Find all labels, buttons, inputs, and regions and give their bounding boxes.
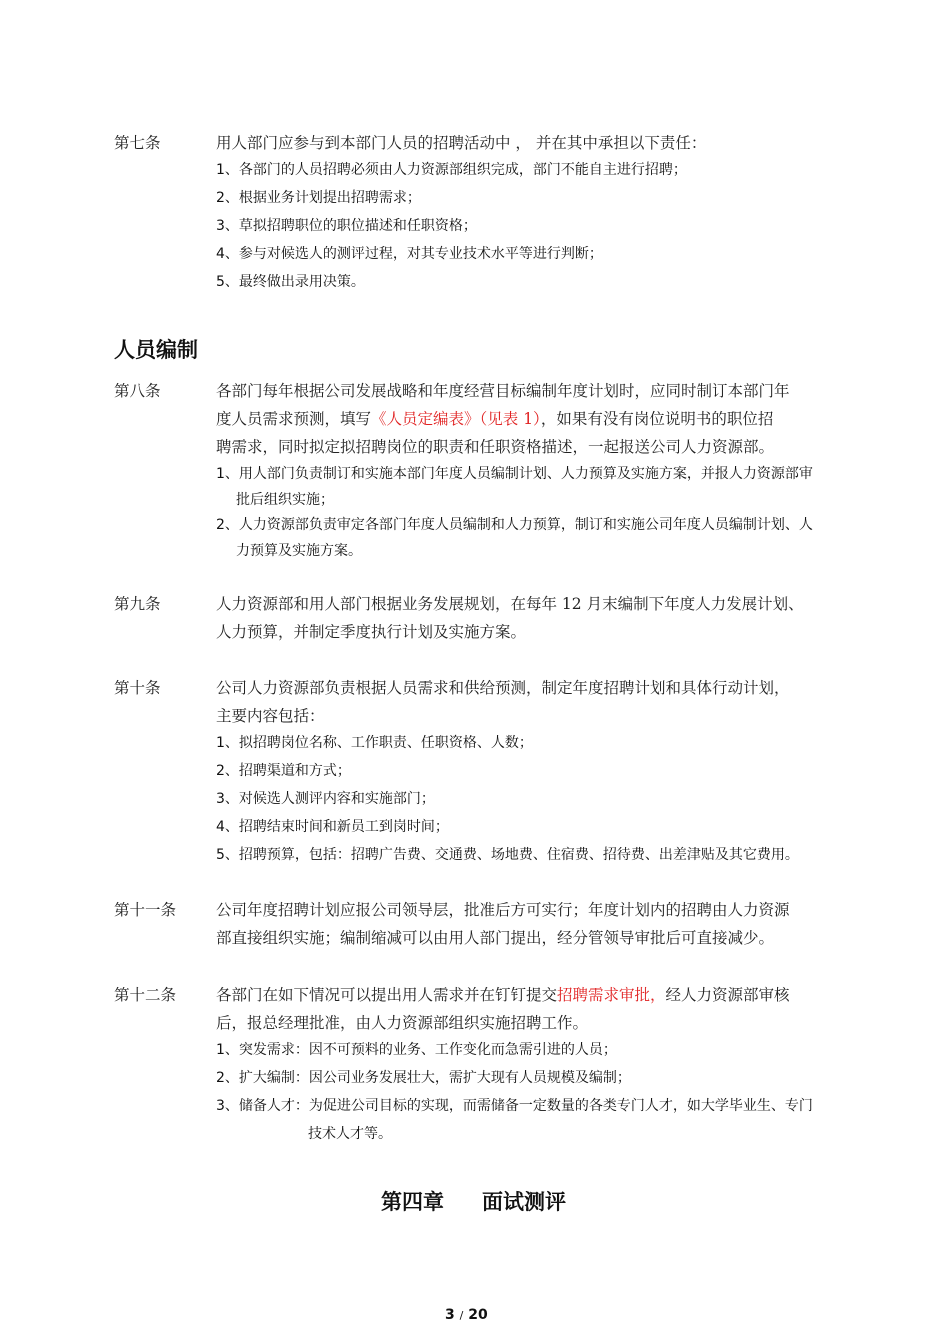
article-8-item-2: 2、人力资源部负责审定各部门年度人员编制和人力预算，制订和实施公司年度人员编制计划、人 xyxy=(216,517,813,533)
article-12-item-3: 3、储备人才：为促进公司目标的实现，而需储备一定数量的各类专门人才，如大学毕业生、专门 xyxy=(216,1098,813,1114)
article-7-label: 第七条 xyxy=(114,134,161,152)
article-12-label: 第十二条 xyxy=(114,986,177,1004)
page-separator: / xyxy=(459,1309,464,1322)
article-10-item-4: 4、招聘结束时间和新员工到岗时间； xyxy=(216,819,449,835)
article-8-line-2-pre: 度人员需求预测，填写 xyxy=(216,410,372,428)
staffing-table-reference: 《人员定编表》（见表 1） xyxy=(371,410,541,428)
article-9-line-2: 人力预算，并制定季度执行计划及实施方案。 xyxy=(216,623,527,641)
article-8-line-2 xyxy=(216,407,773,429)
article-12-line-1 xyxy=(216,983,790,1005)
article-10-item-5: 5、招聘预算，包括：招聘广告费、交通费、场地费、住宿费、招待费、出差津贴及其它费用。 xyxy=(216,847,799,863)
article-8-line-1: 各部门每年根据公司发展战略和年度经营目标编制年度计划时，应同时制订本部门年 xyxy=(216,382,790,400)
chapter-number: 第四章 xyxy=(381,1190,444,1214)
article-8-line-3: 聘需求，同时拟定拟招聘岗位的职责和任职资格描述，一起报送公司人力资源部。 xyxy=(216,438,775,456)
article-8-line-2-post: ，如果有没有岗位说明书的职位招 xyxy=(540,410,774,428)
article-10-label: 第十条 xyxy=(114,679,161,697)
article-12-item-3-cont: 技术人才等。 xyxy=(308,1126,392,1142)
article-11-label: 第十一条 xyxy=(114,901,177,919)
article-12-item-2: 2、扩大编制：因公司业务发展壮大，需扩大现有人员规模及编制； xyxy=(216,1070,631,1086)
chapter-title: 面试测评 xyxy=(482,1190,566,1214)
article-11-line-2: 部直接组织实施；编制缩减可以由用人部门提出，经分管领导审批后可直接减少。 xyxy=(216,929,775,947)
article-10-item-1: 1、拟招聘岗位名称、工作职责、任职资格、人数； xyxy=(216,735,533,751)
article-10-line-1: 公司人力资源部负责根据人员需求和供给预测，制定年度招聘计划和具体行动计划， xyxy=(216,679,790,697)
article-7-item-5: 5、最终做出录用决策。 xyxy=(216,274,365,290)
article-10-item-3: 3、对候选人测评内容和实施部门； xyxy=(216,791,435,807)
page-total: 20 xyxy=(468,1307,488,1323)
page-number xyxy=(445,1307,488,1323)
article-12-line-1-post: 经人力资源部审核 xyxy=(665,986,790,1004)
article-12-line-2: 后，报总经理批准，由人力资源部组织实施招聘工作。 xyxy=(216,1014,589,1032)
article-8-label: 第八条 xyxy=(114,382,161,400)
article-10-item-2: 2、招聘渠道和方式； xyxy=(216,763,351,779)
article-12-line-1-pre: 各部门在如下情况可以提出用人需求并在钉钉提交 xyxy=(216,986,558,1004)
article-8-item-1-cont: 批后组织实施； xyxy=(236,492,334,508)
section-title: 人员编制 xyxy=(114,338,198,362)
recruitment-approval-reference: 招聘需求审批， xyxy=(557,986,666,1004)
page-current: 3 xyxy=(445,1307,455,1323)
article-7-text: 用人部门应参与到本部门人员的招聘活动中 ， 并在其中承担以下责任： xyxy=(216,134,707,152)
article-8-item-1: 1、用人部门负责制订和实施本部门年度人员编制计划、人力预算及实施方案，并报人力资源部审 xyxy=(216,466,813,482)
article-7-item-3: 3、草拟招聘职位的职位描述和任职资格； xyxy=(216,218,477,234)
article-8-item-2-cont: 力预算及实施方案。 xyxy=(236,543,362,559)
article-7-item-2: 2、根据业务计划提出招聘需求； xyxy=(216,190,421,206)
article-11-line-1: 公司年度招聘计划应报公司领导层，批准后方可实行；年度计划内的招聘由人力资源 xyxy=(216,901,790,919)
article-9-line-1: 人力资源部和用人部门根据业务发展规划，在每年 12 月末编制下年度人力发展计划、 xyxy=(216,595,804,613)
article-10-line-2: 主要内容包括： xyxy=(216,707,325,725)
article-7-item-1: 1、各部门的人员招聘必须由人力资源部组织完成，部门不能自主进行招聘； xyxy=(216,162,687,178)
article-12-item-1: 1、突发需求：因不可预料的业务、工作变化而急需引进的人员； xyxy=(216,1042,617,1058)
article-9-label: 第九条 xyxy=(114,595,161,613)
article-7-item-4: 4、参与对候选人的测评过程，对其专业技术水平等进行判断； xyxy=(216,246,603,262)
